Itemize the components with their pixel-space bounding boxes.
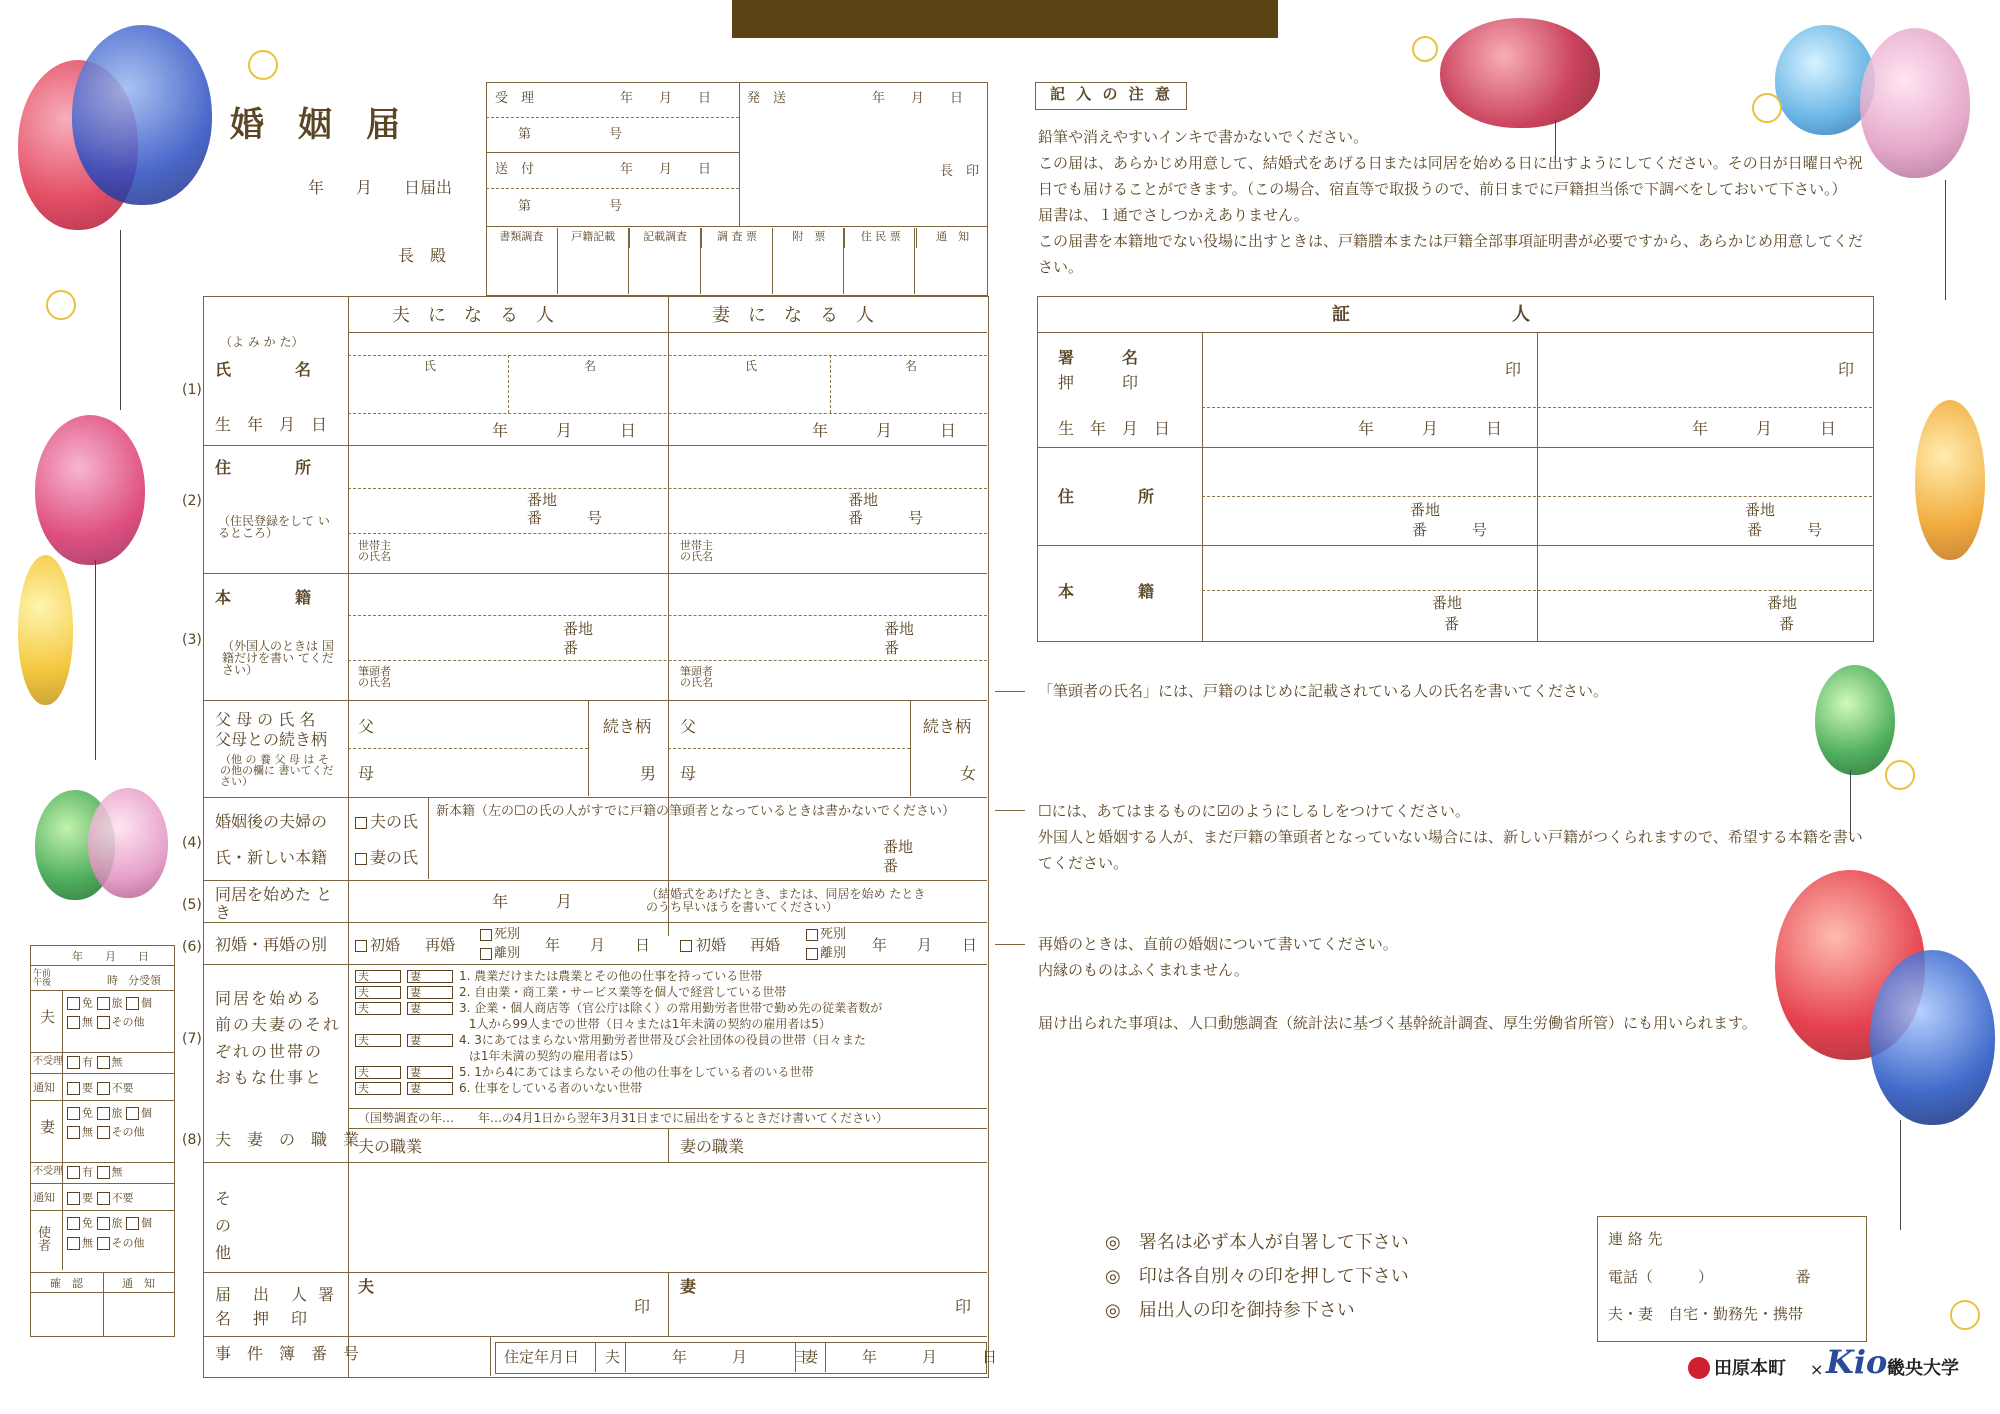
husband-head-name: 筆頭者 の氏名 bbox=[358, 665, 391, 689]
balloon-pink-icon bbox=[35, 415, 145, 565]
side-opts: 無 その他 bbox=[67, 1237, 145, 1250]
resident-husband-date[interactable]: 年 月 日 bbox=[672, 1348, 808, 1366]
side-reject: 不受理 bbox=[33, 1056, 63, 1067]
wife-job[interactable]: 妻の職業 bbox=[680, 1137, 745, 1156]
husband-surname-option[interactable]: 夫の氏 bbox=[370, 812, 419, 831]
husband-re-option[interactable]: 再婚 bbox=[425, 936, 456, 954]
husband-banchi: 番地 bbox=[527, 491, 558, 509]
row-num: (2) bbox=[182, 493, 202, 509]
note-line: 鉛筆や消えやすいインキで書かないでください。 bbox=[1038, 128, 1369, 146]
check-cell: 通 知 bbox=[936, 230, 970, 243]
town-logo-icon bbox=[1688, 1357, 1710, 1379]
reminder: ◎ 署名は必ず本人が自署して下さい bbox=[1105, 1232, 1409, 1253]
wife-birthdate[interactable]: 年 月 日 bbox=[812, 421, 957, 440]
work-item: 4. 3にあてはまらない常用勤労者世帯及び会社団体の役員の世帯（日々また bbox=[459, 1033, 866, 1047]
work-wife-box[interactable]: 妻 bbox=[407, 1082, 453, 1095]
applicant-husband: 夫 bbox=[358, 1277, 375, 1296]
wife-surname-option[interactable]: 妻の氏 bbox=[370, 848, 419, 867]
birthdate-label: 生 年 月 日 bbox=[215, 415, 328, 434]
applicant-wife: 妻 bbox=[680, 1277, 697, 1296]
wife-householder: 世帯主 の氏名 bbox=[680, 539, 713, 563]
brand-town: 田原本町 bbox=[1714, 1358, 1786, 1379]
witness1-seal[interactable]: 印 bbox=[1505, 360, 1522, 379]
brand-university: 畿央大学 bbox=[1887, 1358, 1959, 1379]
addressee: 長 殿 bbox=[398, 246, 447, 265]
side-notice: 通知 bbox=[33, 1191, 55, 1204]
work-wife-box[interactable]: 妻 bbox=[407, 1066, 453, 1079]
cohabit-note: （結婚式をあげたとき、または、同居を始め たときのうち早いほうを書いてください） bbox=[646, 887, 926, 915]
note-line: この届書を本籍地でない役場に出すときは、戸籍謄本または戸籍全部事項証明書が必要ですから、あらかじめ用意してくだ bbox=[1038, 232, 1864, 250]
office-box bbox=[486, 82, 988, 296]
contact-title: 連 絡 先 bbox=[1608, 1230, 1663, 1248]
wife-father[interactable]: 父 bbox=[680, 717, 697, 736]
reminder: ◎ 届出人の印を御持参下さい bbox=[1105, 1300, 1355, 1321]
side-wife: 妻 bbox=[40, 1118, 56, 1136]
contact-phone[interactable]: 電話（ ） 番 bbox=[1608, 1268, 1811, 1286]
wife-death-checkbox[interactable] bbox=[806, 929, 818, 941]
hint-arrow bbox=[995, 691, 1025, 692]
wife-relation-daughter: 女 bbox=[960, 764, 977, 783]
hint-foreigner-2: てください。 bbox=[1038, 854, 1129, 872]
side-opts: 免 旅 個 bbox=[67, 997, 152, 1010]
resident-husband: 夫 bbox=[605, 1348, 621, 1366]
wife-first-checkbox[interactable] bbox=[680, 940, 692, 952]
side-opts: 有 無 bbox=[67, 1166, 123, 1179]
witness-honseki-label: 本 籍 bbox=[1058, 582, 1155, 601]
witness1-honseki-ban: 番 bbox=[1444, 615, 1460, 633]
side-messenger: 使者 bbox=[38, 1226, 52, 1254]
side-opts: 免 旅 個 bbox=[67, 1107, 152, 1120]
balloon-green2-icon bbox=[1815, 665, 1895, 775]
husband-honseki-banchi: 番地 bbox=[563, 620, 594, 638]
ring-icon bbox=[1412, 36, 1438, 62]
wife-first-option[interactable]: 初婚 bbox=[696, 936, 727, 954]
wife-surname-checkbox[interactable] bbox=[355, 853, 367, 865]
work-item: 3. 企業・個人商店等（官公庁は除く）の常用勤労者世帯で勤め先の従業者数が bbox=[459, 1001, 883, 1015]
work-item: 5. 1から4にあてはまらないその他の仕事をしている者のいる世帯 bbox=[459, 1065, 814, 1079]
witness2-banchi: 番地 bbox=[1745, 501, 1776, 519]
cohabit-date[interactable]: 年 月 bbox=[492, 892, 573, 911]
husband-birthdate[interactable]: 年 月 日 bbox=[492, 421, 637, 440]
row-num: (1) bbox=[182, 382, 202, 398]
new-name-label: 婚姻後の夫婦の bbox=[215, 812, 328, 831]
wife-ban-go: 番 号 bbox=[848, 509, 924, 527]
sent-label: 発 送 bbox=[747, 91, 787, 106]
witness2-ban-go: 番 号 bbox=[1747, 521, 1823, 539]
witness1-honseki-banchi: 番地 bbox=[1432, 594, 1463, 612]
wife-mother[interactable]: 母 bbox=[680, 764, 697, 783]
honseki-label: 本 籍 bbox=[215, 588, 312, 607]
resident-date-label: 住定年月日 bbox=[504, 1348, 580, 1366]
notes-body bbox=[1038, 126, 1908, 282]
sent-date: 年 月 日 bbox=[872, 91, 964, 106]
work-item: 1. 農業だけまたは農業とその他の仕事を持っている世帯 bbox=[459, 969, 763, 983]
ring-icon bbox=[1752, 93, 1782, 123]
witness1-ban-go: 番 号 bbox=[1412, 521, 1488, 539]
side-minute: 分受領 bbox=[128, 974, 161, 987]
contact-who[interactable]: 夫・妻 自宅・勤務先・携帯 bbox=[1608, 1305, 1804, 1323]
side-opts: 有 無 bbox=[67, 1056, 123, 1069]
hint-head-name: 「筆頭者の氏名」には、戸籍のはじめに記載されている人の氏名を書いてください。 bbox=[1038, 682, 1609, 700]
husband-divorce-checkbox[interactable] bbox=[480, 948, 492, 960]
forwarded-label: 送 付 bbox=[495, 162, 535, 177]
parents-note: （他 の 養 父 母 は その他の欄に 書いてください） bbox=[220, 753, 334, 788]
balloon-yellow-icon bbox=[18, 555, 73, 705]
top-bar bbox=[732, 0, 1278, 38]
side-opts: 免 旅 個 bbox=[67, 1217, 152, 1230]
side-confirm: 確 認 bbox=[50, 1277, 83, 1290]
census-note: （国勢調査の年… 年…の4月1日から翌年3月31日までに届出をするときだけ書いてください） bbox=[358, 1111, 889, 1125]
hint-checkbox: ☐には、あてはまるものに☑のようにしるしをつけてください。 bbox=[1038, 802, 1470, 820]
wife-honseki-ban: 番 bbox=[884, 639, 900, 657]
new-honseki-label: 新本籍（左の☐の氏の人がすでに戸籍の筆頭者となっているときは書かないでください） bbox=[436, 804, 956, 819]
note-line: 日でも届けることができます。（この場合、宿直等で取扱うので、前日までに戸籍担当係で下調べをしておいて下さい。） bbox=[1038, 180, 1847, 198]
note-line: 届書は、１通でさしつかえありません。 bbox=[1038, 206, 1309, 224]
witness-title: 証 人 bbox=[1332, 304, 1530, 325]
hint-common-law: 内縁のものはふくまれません。 bbox=[1038, 961, 1249, 979]
parents-label: 父 母 の 氏 名 bbox=[215, 710, 316, 729]
work-wife-box[interactable]: 妻 bbox=[407, 970, 453, 983]
husband-given-name[interactable]: 名 bbox=[584, 359, 597, 373]
wife-head-name: 筆頭者 の氏名 bbox=[680, 665, 713, 689]
wife-family-name[interactable]: 氏 bbox=[745, 359, 758, 373]
husband-mother[interactable]: 母 bbox=[358, 764, 375, 783]
witness2-birthdate[interactable]: 年 月 日 bbox=[1692, 419, 1837, 438]
witness1-banchi: 番地 bbox=[1410, 501, 1441, 519]
chief-seal: 長 印 bbox=[940, 164, 980, 179]
parents-label-2: 父母との続き柄 bbox=[215, 730, 328, 749]
side-notify: 通 知 bbox=[122, 1277, 155, 1290]
balloon-lightpink-icon bbox=[88, 788, 168, 898]
work-husband-box[interactable]: 夫 bbox=[355, 1034, 401, 1047]
side-hour: 時 bbox=[107, 974, 118, 987]
husband-first-checkbox[interactable] bbox=[355, 940, 367, 952]
witness1-birthdate[interactable]: 年 月 日 bbox=[1358, 419, 1503, 438]
row-num: (7) bbox=[182, 1031, 202, 1047]
witness2-honseki-banchi: 番地 bbox=[1767, 594, 1798, 612]
husband-death-checkbox[interactable] bbox=[480, 929, 492, 941]
husband-divorce-option[interactable]: 離別 bbox=[494, 946, 521, 961]
witness2-honseki-ban: 番 bbox=[1779, 615, 1795, 633]
side-husband: 夫 bbox=[40, 1008, 56, 1026]
work-item: 1人から99人までの世帯（日々または1年未満の契約の雇用者は5） bbox=[453, 1017, 831, 1031]
ring-icon bbox=[1950, 1300, 1980, 1330]
work-label: 同居を始める 前の夫妻のそれ ぞれの世帯の おもな仕事と bbox=[215, 989, 342, 1088]
husband-householder: 世帯主 の氏名 bbox=[358, 539, 391, 563]
wife-re-option[interactable]: 再婚 bbox=[750, 936, 781, 954]
side-ampm: 午前 午後 bbox=[33, 969, 52, 988]
case-no-label: 事 件 簿 番 号 bbox=[215, 1344, 360, 1363]
wife-seal[interactable]: 印 bbox=[955, 1297, 972, 1316]
forwarded-no: 第 号 bbox=[518, 199, 623, 214]
row-num: (4) bbox=[182, 835, 202, 851]
office-checks bbox=[486, 228, 988, 248]
side-opts: 無 その他 bbox=[67, 1126, 145, 1139]
new-honseki-banchi: 番地 bbox=[883, 838, 914, 856]
applicant-label: 届 出 人 署 名 押 印 bbox=[215, 1285, 357, 1328]
work-wife-box[interactable]: 妻 bbox=[407, 1034, 453, 1047]
brand-logo: Kio bbox=[1826, 1343, 1888, 1381]
witness-birth-label: 生 年 月 日 bbox=[1058, 419, 1171, 438]
wife-given-name[interactable]: 名 bbox=[905, 359, 918, 373]
col-wife: 妻 に な る 人 bbox=[712, 305, 874, 326]
main-form bbox=[203, 296, 989, 1378]
work-item: 2. 自由業・商工業・サービス業等を個人で経営している世帯 bbox=[459, 985, 787, 999]
wife-banchi: 番地 bbox=[848, 491, 879, 509]
wife-prev-date[interactable]: 年 月 日 bbox=[872, 936, 978, 954]
side-reject: 不受理 bbox=[33, 1166, 63, 1177]
side-opts: 無 その他 bbox=[67, 1016, 145, 1029]
name-label: 氏 名 bbox=[215, 360, 312, 379]
wife-honseki-banchi: 番地 bbox=[884, 620, 915, 638]
ring-icon bbox=[1885, 760, 1915, 790]
husband-prev-date[interactable]: 年 月 日 bbox=[545, 936, 651, 954]
balloon-blue2-icon bbox=[1870, 950, 1995, 1125]
work-husband-box[interactable]: 夫 bbox=[355, 986, 401, 999]
new-name-label-2: 氏・新しい本籍 bbox=[215, 848, 328, 867]
work-item: 6. 仕事をしている者のいない世帯 bbox=[459, 1081, 643, 1095]
ring-icon bbox=[248, 50, 278, 80]
witness-seal-label: 押 印 bbox=[1058, 373, 1139, 392]
witness-sign-label: 署 名 bbox=[1058, 348, 1139, 367]
address-note: （住民登録をして いるところ） bbox=[218, 514, 330, 540]
husband-relation-son: 男 bbox=[640, 764, 657, 783]
work-wife-box[interactable]: 妻 bbox=[407, 1002, 453, 1015]
row-num: (3) bbox=[182, 632, 202, 648]
hint-arrow bbox=[995, 810, 1025, 811]
husband-death-option[interactable]: 死別 bbox=[494, 927, 521, 942]
work-options bbox=[355, 968, 975, 1096]
balloon-crimson-icon bbox=[1440, 18, 1600, 128]
husband-relation: 続き柄 bbox=[603, 717, 652, 736]
check-cell: 住 民 票 bbox=[845, 228, 917, 248]
check-cell: 記載調査 bbox=[630, 228, 702, 248]
husband-first-option[interactable]: 初婚 bbox=[370, 936, 401, 954]
hint-remarriage: 再婚のときは、直前の婚姻について書いてください。 bbox=[1038, 935, 1398, 953]
witness2-seal[interactable]: 印 bbox=[1838, 360, 1855, 379]
husband-surname-checkbox[interactable] bbox=[355, 817, 367, 829]
resident-wife-date[interactable]: 年 月 日 bbox=[862, 1348, 998, 1366]
row-num: (8) bbox=[182, 1132, 202, 1148]
other-label: そ の 他 bbox=[215, 1189, 232, 1263]
notes-title: 記 入 の 注 意 bbox=[1050, 85, 1173, 103]
work-husband-box[interactable]: 夫 bbox=[355, 1066, 401, 1079]
note-line: さい。 bbox=[1038, 258, 1084, 276]
ring-icon bbox=[46, 290, 76, 320]
work-wife-box[interactable]: 妻 bbox=[407, 986, 453, 999]
check-cell: 書類調査 bbox=[486, 228, 558, 248]
balloon-orange-icon bbox=[1915, 400, 1985, 560]
cohabit-label: 同居を始めた とき bbox=[215, 885, 333, 923]
row-num: (6) bbox=[182, 939, 202, 955]
check-cell: 戸籍記載 bbox=[558, 228, 630, 248]
wife-divorce-option[interactable]: 離別 bbox=[820, 946, 847, 961]
address-label: 住 所 bbox=[215, 458, 312, 477]
brand-x: × bbox=[1810, 1360, 1824, 1379]
hint-foreigner: 外国人と婚姻する人が、まだ戸籍の筆頭者となっていない場合には、新しい戸籍がつくられますので、希望する本籍を書い bbox=[1038, 828, 1863, 846]
side-date: 年 月 日 bbox=[72, 950, 149, 963]
husband-job[interactable]: 夫の職業 bbox=[358, 1137, 423, 1156]
check-cell: 調 査 票 bbox=[702, 228, 774, 248]
work-husband-box[interactable]: 夫 bbox=[355, 1082, 401, 1095]
honseki-note: （外国人のときは 国籍だけを書い てください） bbox=[222, 639, 334, 677]
wife-relation: 続き柄 bbox=[923, 717, 972, 736]
row-num: (5) bbox=[182, 897, 202, 913]
husband-seal[interactable]: 印 bbox=[634, 1297, 651, 1316]
side-opts: 要 不要 bbox=[67, 1082, 134, 1095]
col-husband: 夫 に な る 人 bbox=[392, 305, 554, 326]
witness-address-label: 住 所 bbox=[1058, 487, 1155, 506]
received-label: 受 理 bbox=[495, 91, 535, 106]
occupation-label: 夫 妻 の 職 業 bbox=[215, 1130, 360, 1149]
husband-ban-go: 番 号 bbox=[527, 509, 603, 527]
work-husband-box[interactable]: 夫 bbox=[355, 1002, 401, 1015]
side-notice: 通知 bbox=[33, 1081, 55, 1094]
balloon-blue-icon bbox=[72, 25, 212, 205]
husband-honseki-ban: 番 bbox=[563, 639, 579, 657]
reminder: ◎ 印は各自別々の印を押して下さい bbox=[1105, 1266, 1409, 1287]
filing-date: 年 月 日届出 bbox=[308, 178, 453, 197]
received-no: 第 号 bbox=[518, 127, 623, 142]
reading-label: （よ み か た） bbox=[220, 335, 304, 349]
husband-father[interactable]: 父 bbox=[358, 717, 375, 736]
new-honseki-ban: 番 bbox=[883, 857, 899, 875]
note-line: この届は、あらかじめ用意して、結婚式をあげる日または同居を始める日に出すようにしてください。その日が日曜日や祝 bbox=[1038, 154, 1863, 172]
husband-family-name[interactable]: 氏 bbox=[424, 359, 437, 373]
wife-divorce-checkbox[interactable] bbox=[806, 948, 818, 960]
side-opts: 要 不要 bbox=[67, 1192, 134, 1205]
wife-death-option[interactable]: 死別 bbox=[820, 927, 847, 942]
hint-statistics: 届け出られた事項は、人口動態調査（統計法に基づく基幹統計調査、厚生労働省所管）にも用いられます。 bbox=[1038, 1014, 1757, 1032]
marriage-type-label: 初婚・再婚の別 bbox=[215, 935, 328, 954]
received-date: 年 月 日 bbox=[620, 91, 712, 106]
check-cell: 附 票 bbox=[773, 228, 845, 248]
work-item: は1年未満の契約の雇用者は5） bbox=[453, 1049, 641, 1063]
work-husband-box[interactable]: 夫 bbox=[355, 970, 401, 983]
form-title: 婚 姻 届 bbox=[230, 105, 400, 145]
resident-wife: 妻 bbox=[803, 1348, 819, 1366]
forwarded-date: 年 月 日 bbox=[620, 162, 712, 177]
hint-arrow bbox=[995, 944, 1025, 945]
